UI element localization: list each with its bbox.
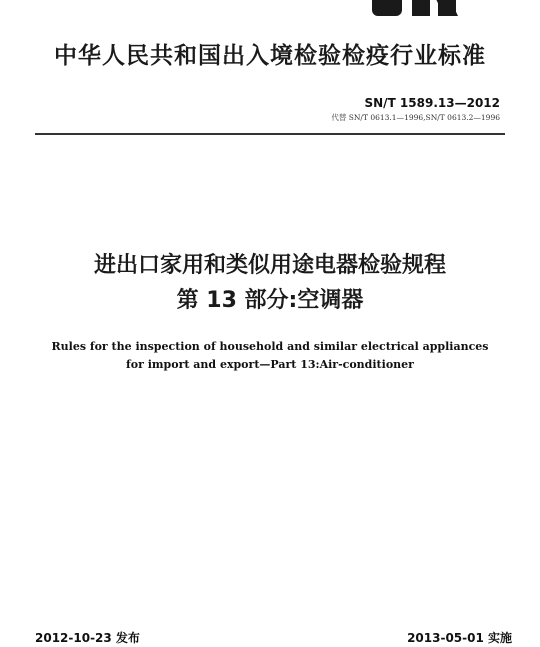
- standard-number: SN/T 1589.13—2012: [364, 96, 500, 110]
- standard-replaces: 代替 SN/T 0613.1—1996,SN/T 0613.2—1996: [331, 113, 500, 122]
- chinese-subtitle: 第 13 部分:空调器: [176, 288, 364, 313]
- english-title-line-1: Rules for the inspection of household and similar electrical appliances: [51, 340, 489, 353]
- header-divider: [35, 133, 505, 135]
- issue-date: 2012-10-23 发布: [35, 631, 140, 645]
- chinese-title: 进出口家用和类似用途电器检验规程: [93, 253, 446, 278]
- english-title: [0, 338, 540, 374]
- org-title: 中华人民共和国出入境检验检疫行业标准: [54, 43, 486, 69]
- logo-bar-1: [372, 0, 402, 16]
- logo-bar-2: [412, 0, 430, 16]
- implementation-date: 2013-05-01 实施: [407, 631, 512, 645]
- sn-logo: [368, 0, 488, 16]
- english-title-line-2: for import and export—Part 13:Air-conditioner: [126, 358, 414, 371]
